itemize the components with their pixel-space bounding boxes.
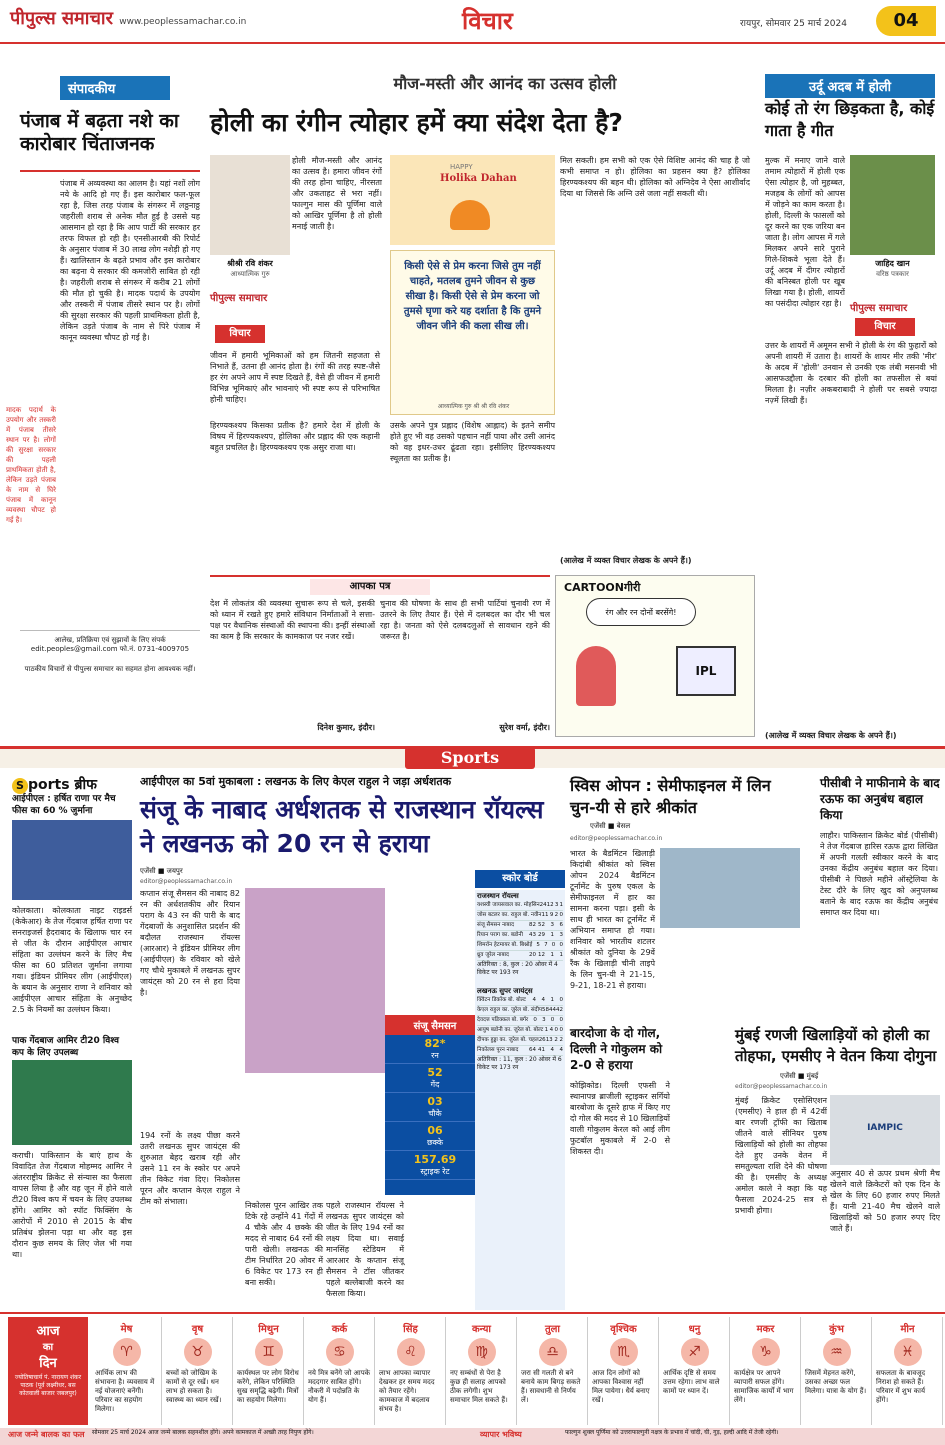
player-stat-card (385, 1015, 485, 1195)
horoscope-author: ज्योतिषाचार्य पं. नारायण शंकर पाठक (पूर्व लक्ष्मीधर, बस कोतवाली बाजार जबलपुर) (14, 1374, 82, 1397)
editorial-headline: पंजाब में बढ़ता नशे का कारोबार चिंताजनक (20, 110, 179, 155)
author-role: आध्यात्मिक गुरु (230, 270, 270, 278)
score-cell: 2 (554, 1037, 558, 1043)
swiss-dateline: एजेंसी ■ बेसल (590, 822, 631, 830)
ranji-body-2: अनुसार 40 से ऊपर प्रथम श्रेणी मैच खेलने वाले क्रिकेटरों को एक दिन के खेल के लिए 60 हजार रुपए मिलते हैं। यानी 21-40 मैच खेलने वाले खिलाड़ियों को 50 हजार रुपए दिए जाते हैं। (830, 1169, 940, 1233)
stat-value: 157.69 (413, 1153, 457, 1166)
score-cell: 82 (529, 922, 536, 928)
score-cell: 12 (538, 952, 545, 958)
score-cell: 2 (559, 1007, 564, 1013)
score-cell: 0 (559, 942, 563, 948)
team-photo (830, 1095, 940, 1165)
sign-text: बच्चों को जोखिम के कामों से दूर रखें। धन लाभ हो सकता है। स्वास्थ्य का ध्यान रखें। (166, 1369, 222, 1404)
score-cell: निकोलस पूरन नाबाद (477, 1047, 519, 1053)
score-cell: 0 (551, 942, 556, 948)
letters-label: आपका पत्र (310, 579, 430, 595)
urdu-headline: कोई तो रंग छिड़कता है, कोई गाता है गीत (765, 99, 935, 140)
sign-text: आर्थिक लाभ की संभावना है। व्यवसाय में नई योजनाएं बनेंगी। परिवार का सहयोग मिलेगा। (95, 1369, 155, 1413)
divider (20, 170, 200, 172)
score-cell: 4 (549, 1027, 554, 1033)
team-2: लखनऊ सुपर जायंट्स (477, 987, 533, 995)
urdu-note: (आलेख में व्यक्त विचार लेखक के अपने हैं।) (765, 731, 897, 740)
horoscope-title-2: का (42, 1342, 54, 1353)
pcb-body: लाहौर। पाकिस्तान क्रिकेट बोर्ड (पीसीबी) ने तेज गेंदबाज हारिस रऊफ द्वारा लिखित में अपनी गलती स्वीकार करने के बाद उनका केंद्रीय अनुबंध बहाल कर दिया। पीसीबी ने पिछले महीने ऑस्ट्रेलिया के टेस्ट दौरे के लिए खुद को अनुपलब्ध बताने के बाद रऊफ का केंद्रीय अनुबंध समाप्त कर दिया था। (820, 831, 938, 917)
match-headline: संजू के नाबाद अर्धशतक से राजस्थान रॉयल्स ने लखनऊ को 20 रन से हराया (140, 795, 544, 858)
score-cell: 13 (545, 1037, 553, 1043)
sign-name: मीन (900, 1324, 915, 1335)
score-row (477, 1046, 563, 1056)
horoscope-sign (305, 1317, 375, 1425)
holi-body-5: मिल सकती। हम सभी को एक ऐसे विशिष्ट आनंद की चाह है जो कभी समाप्त न हो। होलिका का प्रहसन क्या है? होलिका हिरण्यकश्यप की बहन थी। होलिका को अग्निदेव ने ऐसा आशीर्वाद दिया था जिससे कि अग्नि उसे जला नहीं सकती थी। (560, 156, 750, 198)
score-cell: 43 (529, 932, 536, 938)
zodiac-icon: ♉ (184, 1338, 212, 1366)
sign-name: कन्या (471, 1324, 492, 1335)
page-number: 04 (876, 6, 936, 36)
score-row (477, 1006, 563, 1016)
score-row (477, 1026, 563, 1036)
scoreboard-label: स्कोर बोर्ड (475, 870, 565, 888)
score-row (477, 941, 563, 951)
extras-1: अतिरिक्त : 8, कुल : 20 ओवर में 4 विकेट पर 193 रन (477, 961, 558, 976)
sign-text: लाभ आपका व्यापार देखकर हर समय मदद को तैयार रहेंगे। कामकाज में बदलाव संभव है। (379, 1369, 435, 1413)
stat-row (385, 1035, 485, 1064)
holi-headline: होली का रंगीन त्योहार हमें क्या संदेश देता है? (210, 108, 623, 137)
brief-word: ब्रीफ (74, 777, 97, 793)
site-url: www.peoplessamachar.co.in (119, 17, 247, 27)
zodiac-icon: ♎ (539, 1338, 567, 1366)
score-cell: 0 (559, 912, 564, 918)
section-badge: विचार (855, 318, 915, 336)
disclaimer: पाठकीय विचारों से पीपुल्स समाचार का सहमत होना आवश्यक नहीं। (24, 665, 196, 673)
score-cell: 1 (550, 932, 554, 938)
player-photo (245, 888, 385, 1073)
sign-name: मिथुन (258, 1324, 279, 1335)
speech-bubble: रंग और रन दोनों बरसेंगे! (586, 598, 696, 626)
sign-text: जिसमें मेहनत करेंगे, उसका अच्छा फल मिलेगा। यात्रा के योग हैं। (805, 1369, 867, 1395)
editorial-body: पंजाब में अव्यवस्था का आलम है। यहां नशों लोग नये के आदि हो गए हैं। इस कारोबार फल-फूल रहा है, जिस तरह पंजाब के संगरूर में लठ्ठनाठ्ठ जहरीली शराब से अनेक मौत हुई है उससे यह आसमान हो रहा है कि आप पार्टी की सरकार हर तरफ विफल हो रही है। एनसीआरबी की रिपोर्ट के अनुसार पंजाब में 30 लाख लोग नशेड़ी हो गए हैं। खालिस्तान के बढ़ते प्रभाव और इस कारोबार का बढ़ना ये सरकार की कमजोरी साबित हो रही है। जहरीली शराब से संगरूर में करीब 21 लोगों की मौत हो चुकी है। मादक पदार्थ के उपयोग और तस्करी में पंजाब तीसरे स्थान पर है। लोगों की सुरक्षा सरकार की पहली प्राथमिकता होती है, लेकिन उड़ते पंजाब के नाम से पिरे पंजाब में कानून व्यवस्था चौपट हो गई है। (60, 179, 200, 342)
holika-text: Holika Dahan (440, 173, 517, 184)
horoscope-title (8, 1317, 88, 1425)
contact-info: आलेख, प्रतिक्रिया एवं सुझावों के लिए संपर्क edit.peoples@gmail.com फो.नं. 0731-4009705 (30, 636, 190, 653)
stat-row (385, 1151, 485, 1180)
horoscope-sign (731, 1317, 801, 1425)
editorial-pullquote: मादक पदार्थ के उपयोग और तस्करी में पंजाब तीसरे स्थान पर है। लोगों की सुरक्षा सरकार की पहली प्राथमिकता होती है, लेकिन उड़ते पंजाब के नाम से घिरे पंजाब में कानून व्यवस्था चौपट हो गई है। (6, 406, 56, 524)
holi-body-3: हिरण्यकश्यप किसका प्रतीक है? हमारे देश में होली के विषय में हिरण्यकश्यप, होलिका और प्रह्लाद की एक कहानी बहुत प्रचलित है। हिरण्यकश्यप एक असुर राजा था। (210, 421, 380, 452)
horoscope-title-3: दिन (39, 1356, 57, 1371)
score-cell: 0 (559, 997, 563, 1003)
match-kicker: आईपीएल का 5वां मुकाबला : लखनऊ के लिए केएल राहुल ने जड़ा अर्धशतक (140, 775, 452, 788)
horoscope-sign (518, 1317, 588, 1425)
dateline: रायपुर, सोमवार 25 मार्च 2024 (740, 19, 847, 29)
brief-logo-text: ports (28, 777, 70, 793)
score-row (477, 951, 563, 961)
score-cell: 4 (556, 1007, 560, 1013)
score-cell: 26 (538, 1037, 546, 1043)
team-1: राजस्थान रॉयल्स (477, 892, 519, 900)
player-photo (12, 1060, 132, 1145)
ranji-headline: मुंबई रणजी खिलाड़ियों को होली का तोहफा, एमसीए ने वेतन किया दोगुना (735, 1026, 937, 1065)
logo-text: पीपुल्स समाचार (10, 8, 113, 29)
trade-text: फाल्गुन शुक्ल पूर्णिमा को उत्तराफाल्गुनी नक्षत्र के प्रभाव में चांदी, घी, गुड़, हल्दी आदि में तेजी रहेगी। (565, 1429, 779, 1436)
horoscope-sign (873, 1317, 943, 1425)
goa-headline: बारदोजा के दो गोल, दिल्ली ने गोकुलम को 2-0 से हराया (570, 1026, 663, 1072)
horoscope-sign (589, 1317, 659, 1425)
horoscope-sign (660, 1317, 730, 1425)
score-cell: रियान पराग का. बडोनी (477, 932, 523, 938)
quote-box (390, 250, 555, 415)
zodiac-icon: ♓ (894, 1338, 922, 1366)
quote-attribution: आध्यात्मिक गुरु श्री श्री रवि शंकर (437, 403, 510, 410)
holi-note: (आलेख में व्यक्त विचार लेखक के अपने हैं।) (560, 556, 692, 565)
sign-name: कर्क (331, 1324, 348, 1335)
score-cell: 0 (550, 1017, 555, 1023)
score-cell: 1 (550, 997, 554, 1003)
player-name: संजू सैमसन (385, 1015, 485, 1035)
score-cell: 4 (532, 997, 536, 1003)
score-cell: क्विंटन डिकॉक बो. बोल्ट (477, 997, 526, 1003)
sign-text: नए सम्बंधों से पेरा है कुछ ही सलाह आपको ठीक लगेगी। शुभ समाचार मिल सकते हैं। (450, 1369, 508, 1404)
score-cell: 0 (559, 1017, 563, 1023)
section-badge: विचार (215, 325, 265, 343)
swiss-body: भारत के बैडमिंटन खिलाड़ी किदांबी श्रीकांत को स्विस ओपन 2024 बैडमिंटन टूर्नामेंट के पुरुष एकल के सेमीफाइनल में हार का सामना करना पड़ा। इसी के साथ ही भारत का टूर्नामेंट में अभियान समाप्त हो गया। शनिवार को भारतीय शटलर श्रीकांत को दुनिया के 29वें रैंक के खिलाड़ी चीनी ताइपे के लिन चुन-यी ने 21-15, 9-21, 18-21 से हराया। (570, 849, 655, 990)
banner-text: IAMPIC (867, 1123, 903, 1133)
score-cell: 1 (544, 1027, 549, 1033)
match-email: editor@peoplessamachar.co.in (140, 878, 233, 885)
score-cell: 29 (538, 932, 545, 938)
stat-value: 03 (427, 1095, 443, 1108)
sign-text: जरा सी गलती से बने बनाये काम बिगड़ सकते हैं। सावधानी से निर्णय लें। (521, 1369, 581, 1404)
score-cell: 1 (559, 952, 563, 958)
brief-1-body: कोलकाता। कोलकाता नाइट राइडर्स (केकेआर) के तेज गेंदबाज हर्षित राणा पर सनराइजर्स हैदराबाद के खिलाफ चार रन से जीत के दौरान आईपीएल आचार संहिता का उल्लंघन करने के लिए मैच फीस का 60 प्रतिशत जुर्माना लगाया गया। इंडियन प्रीमियर लीग (आईपीएल) के बयान के अनुसार राणा ने शनिवार को आईपीएल आचार संहिता के अनुच्छेद 2.5 के नियमों का उल्लंघन किया। (12, 906, 132, 1014)
score-cell: 2 (559, 1037, 563, 1043)
score-cell: 64 (529, 1047, 536, 1053)
score-cell: 4 (541, 997, 545, 1003)
brief-logo: S ports ब्रीफ (12, 775, 97, 794)
sign-name: वृश्चिक (610, 1324, 637, 1335)
score-cell: दीपक हुड्डा का. जुरेल बो. चहल (477, 1037, 539, 1043)
pcb-headline: पीसीबी ने माफीनामे के बाद रऊफ का अनुबंध बहाल किया (820, 776, 940, 822)
score-cell: 12 (546, 902, 554, 908)
author-photo (850, 155, 935, 255)
brief-1-headline: आईपीएल : हर्षित राणा पर मैच फीस का 60 % जुर्माना (12, 794, 116, 816)
score-row (477, 901, 563, 911)
horoscope-sign (802, 1317, 872, 1425)
logo-mini: पीपुल्स समाचार (210, 293, 268, 304)
editorial-label: संपादकीय (60, 76, 170, 100)
score-cell: देवदत्त पडिक्कल बो. बर्गर (477, 1017, 529, 1023)
stat-label: छक्के (426, 1138, 444, 1147)
sign-name: धनु (688, 1324, 701, 1335)
score-cell: 4 (550, 1047, 554, 1053)
letter-2-signature: सुरेश वर्मा, इंदौर। (499, 723, 550, 732)
divider (210, 575, 550, 577)
horoscope-sign (234, 1317, 304, 1425)
trade-label: व्यापार भविष्य (480, 1430, 522, 1439)
score-cell: 4 (559, 1047, 563, 1053)
sign-name: तुला (544, 1324, 561, 1335)
ranji-body: मुंबई क्रिकेट एसोसिएशन (एमसीए) ने हाल ही में 42वीं बार रणजी ट्रॉफी का खिताब जीतने वाले सीनियर पुरुष खिलाड़ियों को होली का तोहफा देते हुए उनके वेतन में समतुल्यता राशि देने की घोषणा की है। एमसीए के अध्यक्ष अमोल काले ने कहा कि यह फैसला 2024-25 सत्र से प्रभावी होगा। (735, 1096, 827, 1215)
divider (20, 630, 200, 631)
character-icon (576, 646, 616, 706)
horoscope-title-1: आज (36, 1324, 60, 1339)
sign-text: सफलता के बावजूद निराश हो सकते हैं। परिवार में शुभ कार्य होंगे। (876, 1369, 926, 1404)
zodiac-icon: ♈ (113, 1338, 141, 1366)
score-cell: 1 (559, 902, 563, 908)
goa-body: कोझिकोड। दिल्ली एफसी ने स्थानापन्न ब्राजीली स्ट्राइकर सर्गियो बारबोजा के दूसरे हाफ में किए गए दो गोल की मदद से 10 खिलाड़ियों वाली गोकुलम केरल को आई लीग फुटबॉल मुकाबले में 2-0 से शिकस्त दी। (570, 1081, 670, 1156)
stat-label: चौके (428, 1109, 442, 1118)
stat-row (385, 1122, 485, 1151)
score-cell: शिमरॉन हेटमायर बो. बिश्नोई (477, 942, 533, 948)
score-cell: संजू सैमसन नाबाद (477, 922, 515, 928)
score-cell: 20 (529, 952, 536, 958)
letter-1-signature: दिनेश कुमार, इंदौर। (317, 723, 375, 732)
score-cell: 2 (554, 912, 559, 918)
score-cell: 44 (549, 1007, 557, 1013)
zodiac-icon: ♌ (397, 1338, 425, 1366)
tv-screen: IPL (676, 646, 736, 696)
match-body-3b: पहले राजस्थान रॉयल्स ने लखनऊ सुपर जायंट्स को जीत के लिए 194 रनों का लक्ष्य दिया था। सवाई मानसिंह स्टेडियम में आरआर के कप्तान संजू सैमसन ने टॉस जीतकर पहले बल्लेबाजी करने का फैसला किया। (326, 1201, 404, 1298)
score-cell: 3 (559, 932, 563, 938)
score-cell: आयुष बडोनी का. जुरेल बो. बोल्ट (477, 1027, 544, 1033)
stat-label: गेंद (430, 1080, 440, 1089)
score-cell: 7 (544, 942, 548, 948)
letter-2: चुनाव की घोषणा के साथ ही सभी पार्टियां चुनावी रण में उतरने के लिए तैयार हैं। ऐसे में दलबदल का दौर भी चल रहा है। जनता को ऐसे दलबदलुओं से सावधान रहने की जरूरत है। (380, 599, 550, 641)
score-row (477, 931, 563, 941)
score-cell: 0 (559, 1027, 563, 1033)
score-cell: 3 (554, 902, 559, 908)
ranji-email: editor@peoplessamachar.co.in (735, 1083, 828, 1090)
author-role: वरिष्ठ पत्रकार (876, 270, 909, 278)
author-name: श्रीश्री रवि शंकर (227, 259, 273, 268)
sign-text: आज दिन लोगों को आपका विश्वास नहीं मिल पायेगा। धैर्य बनाए रखें। (592, 1369, 650, 1404)
score-cell: 24 (539, 902, 547, 908)
quote-text: किसी ऐसे से प्रेम करना जिसे तुम नहीं चाहते, मतलब तुमने जीवन से कुछ सीखा है। किसी ऐसे से प्रेम करना जो तुमसे घृणा करे यह दर्शाता है कि तुमने जीवन जीने की कला सीख ली। (403, 261, 542, 332)
stat-row (385, 1093, 485, 1122)
score-row (477, 921, 563, 931)
score-cell: 0 (533, 1017, 537, 1023)
score-cell: 1 (550, 952, 554, 958)
stat-value: 82* (424, 1037, 446, 1050)
cartoon (555, 575, 755, 737)
birth-text: सोमवार 25 मार्च 2024 आज जन्मे बालक सहनशील होंगे। अपने कामकाज में अच्छी तरह निपुण होंगे। (92, 1429, 314, 1436)
logo[interactable] (10, 6, 246, 30)
sports-label: Sports (405, 747, 535, 769)
sign-text: आर्थिक दृष्टि से समय उत्तम रहेगा। लाभ वाले कामों पर ध्यान दें। (663, 1369, 720, 1395)
scoreboard (475, 890, 565, 1310)
sign-text: नये मित्र बनेंगे जो आपके मददगार साबित होंगे। नौकरी में पदोन्नति के योग हैं। (308, 1369, 371, 1404)
logo-mini: पीपुल्स समाचार (850, 303, 908, 314)
sign-name: मकर (756, 1324, 775, 1335)
horoscope-sign (376, 1317, 446, 1425)
urdu-body: मुल्क में मनाए जाने वाले तमाम त्योहारों में होली एक ऐसा त्योहार है, जो मुहब्बत, मजहब के लोगों को आपस में जोड़ने का काम करता है। होली, दिल्ली के फासलों को दूर करने का एक जरिया बन जाता है। लोग आपस में गले मिलकर अपने सारे पुराने गिले-शिकवे भूला देते हैं। उर्दू अदब में दीगर त्योहारों की बनिस्बत होली पर खूब लिखा गया है। होली, शायरों का पसंदीदा त्योहार रहा है। (765, 156, 845, 308)
player-photo (660, 848, 800, 928)
score-cell: 41 (538, 1047, 545, 1053)
brief-2-body: कराची। पाकिस्तान के बाएं हाथ के विवादित तेज गेंदबाज मोहम्मद आमिर ने अंतरराष्ट्रीय क्रिकेट से संन्यास का फैसला वापस लिया है और वह जून में होने वाले टी20 विश्व कप में चयन के लिए उपलब्ध होंगे। आमिर को स्पॉट फिक्सिंग के आरोपों में 2010 से 2015 के बीच प्रतिबंध झेलना पड़ा था और वह इस दौरान कुछ समय के लिए जेल भी गया था। (12, 1151, 132, 1259)
score-row (477, 911, 563, 921)
stat-label: रन (431, 1051, 439, 1060)
holi-kicker: मौज-मस्ती और आनंद का उत्सव होली (393, 74, 617, 93)
swiss-email: editor@peoplessamachar.co.in (570, 835, 663, 842)
urdu-body-2: उत्तर के शायरों में अमूमन सभी ने होली के रंग की फुहारों को अपनी शायरी में उतारा है। शायरों के शायर मीर तकी 'मीर' के अदब में 'होली' उनवान से उनकी एक लंबी मसनवी भी आसफउद्दौला के दरबार की होली का तफसील से बयां मिलता है। नज़ीर अकबराबादी ने होली पर सबसे ज्यादा नज़्में लिखी हैं। (765, 341, 937, 405)
sign-text: कार्यस्थल पर लोग विरोध करेंगे, लेकिन परिस्थिति सुख समृद्धि बढ़ेगी। मित्रों का सहयोग मिलेगा। (237, 1369, 299, 1404)
score-cell: 5 (536, 942, 540, 948)
zodiac-icon: ♊ (255, 1338, 283, 1366)
score-cell: 3 (542, 1017, 546, 1023)
swiss-headline: स्विस ओपन : सेमीफाइनल में लिन चुन-यी से हारे श्रीकांत (570, 776, 771, 817)
author-name: जाहिद खान (875, 259, 910, 268)
cartoon-label: CARTOONगीरी (564, 581, 641, 594)
zodiac-icon: ♋ (326, 1338, 354, 1366)
zodiac-icon: ♐ (681, 1338, 709, 1366)
section-title: विचार (462, 7, 513, 35)
fire-icon (450, 200, 490, 230)
zodiac-icon: ♏ (610, 1338, 638, 1366)
letter-1: देश में लोकतंत्र की व्यवस्था सुचारू रूप से चले, इसकी को ध्यान में रखते हुए हमारे संविधान निर्माताओं ने सत्ता-पक्ष पर वैधानिक संस्थाओं की स्थापना की। इन्हीं संस्थाओं का काम है कि सरकार के कामकाज पर नजर रखें। (210, 599, 375, 641)
zodiac-icon: ♍ (468, 1338, 496, 1366)
brief-2-headline: पाक गेंदबाज आमिर टी20 विश्व कप के लिए उपलब्ध (12, 1036, 120, 1058)
zodiac-icon: ♑ (752, 1338, 780, 1366)
score-cell: 6 (559, 922, 563, 928)
horoscope-sign (163, 1317, 233, 1425)
holi-body-1: होली मौज-मस्ती और आनंद का उत्सव है। हमारा जीवन रंगों की तरह होना चाहिए, नीरसता और उकताहट से भरा नहीं। फाल्गुन मास की पूर्णिमा वाले को आखिर पूर्णिमा है तो होली मनाई जाती है। (292, 156, 382, 231)
score-row (477, 1036, 563, 1046)
score-cell: 3 (550, 922, 554, 928)
match-dateline: एजेंसी ■ जयपुर (140, 867, 183, 875)
score-cell: केएल राहुल का. जुरेल बो. संदीप (477, 1007, 543, 1013)
sign-text: कार्यक्षेत्र पर आपने व्यापारी सफल होंगे। सामाजिक कार्यों में भाग लेंगे। (734, 1369, 794, 1404)
stat-label: स्ट्राइक रेट (420, 1167, 450, 1176)
score-cell: 0 (554, 1027, 559, 1033)
holi-body-2: जीवन में हमारी भूमिकाओं को हम जितनी सहजता से निभाते हैं, उतना ही आनंद होता है। रंगों की तरह स्पष्ट-जैसे हर रंग अपने आप में स्पष्ट दिखते हैं, वैसे ही जीवन में हमारी विभिन्न भूमिकाएं और भावनाएं भी स्पष्ट रूप से परिभाषित होनी चाहिए। (210, 351, 380, 404)
score-row (477, 996, 563, 1006)
happy-text: HAPPY (450, 163, 473, 171)
sign-name: कुंभ (829, 1324, 844, 1335)
divider (0, 1312, 945, 1314)
score-row (477, 1016, 563, 1026)
score-cell: 58 (542, 1007, 550, 1013)
match-body-1: कप्तान संजू सैमसन की नाबाद 82 रन की अर्धशतकीय और रियान पराग के 43 रन की पारी के बाद गेंदबाजों के अनुशासित प्रदर्शन की बदौलत राजस्थान रॉयल्स (आरआर) ने इंडियन प्रीमियर लीग (आईपीएल) के रविवार को खेले गए चौथे मुकाबले में लखनऊ सुपर जायंट्स को 20 रन से हरा दिया है। (140, 889, 240, 997)
extras-2: अतिरिक्त : 11, कुल : 20 ओवर में 6 विकेट पर 173 रन (477, 1056, 562, 1071)
sign-name: वृष (191, 1324, 204, 1335)
holika-image (390, 155, 555, 245)
player-photo (12, 820, 132, 900)
score-cell: 9 (549, 912, 554, 918)
score-cell: 52 (538, 922, 545, 928)
horoscope-sign (92, 1317, 162, 1425)
author-photo (210, 155, 290, 255)
score-cell: यशस्वी जायसवाल का. मोहसिन (477, 902, 540, 908)
score-cell: जोस बटलर का. राहुल बो. नवीन (477, 912, 542, 918)
horoscope-sign (447, 1317, 517, 1425)
match-body-3: निकोलस पूरन आखिर तक टिके रहे उन्होंने 41 गेंदों में 4 चौके और 4 छक्के की मदद से नाबाद 64 रनों की पारी खेली। लखनऊ की टीम निर्धारित 20 ओवर में 6 विकेट पर 173 रन ही बना सकी। (245, 1201, 323, 1287)
holi-body-4: उसके अपने पुत्र प्रह्लाद (विशेष आह्लाद) के इतने समीप होते हुए भी वह उसको पहचान नहीं पाया और उसी आनंद को वह इधर-उधर ढूंढता रहा। इसीलिए हिरण्यकश्यप स्थूलता का प्रतीक है। (390, 421, 555, 463)
ranji-dateline: एजेंसी ■ मुंबई (780, 1072, 819, 1080)
score-cell: 11 (541, 912, 549, 918)
stat-value: 52 (427, 1066, 443, 1079)
urdu-label: उर्दू अदब में होली (765, 74, 935, 98)
sign-name: मेष (120, 1324, 133, 1335)
score-cell: ध्रुव जुरेल नाबाद (477, 952, 509, 958)
stat-row (385, 1064, 485, 1093)
zodiac-icon: ♒ (823, 1338, 851, 1366)
sign-name: सिंह (403, 1324, 418, 1335)
match-body-2: 194 रनों के लक्ष्य पीछा करने उतरी लखनऊ सुपर जायंट्स की शुरुआत बेहद खराब रही और उसने 11 रन के स्कोर पर अपने तीन विकेट गंवा दिए। निकोलस पूरन और कप्तान केएल राहुल ने टीम को संभाला। (140, 1131, 240, 1206)
birth-label: आज जन्मे बालक का फल (8, 1430, 85, 1439)
stat-value: 06 (427, 1124, 443, 1137)
